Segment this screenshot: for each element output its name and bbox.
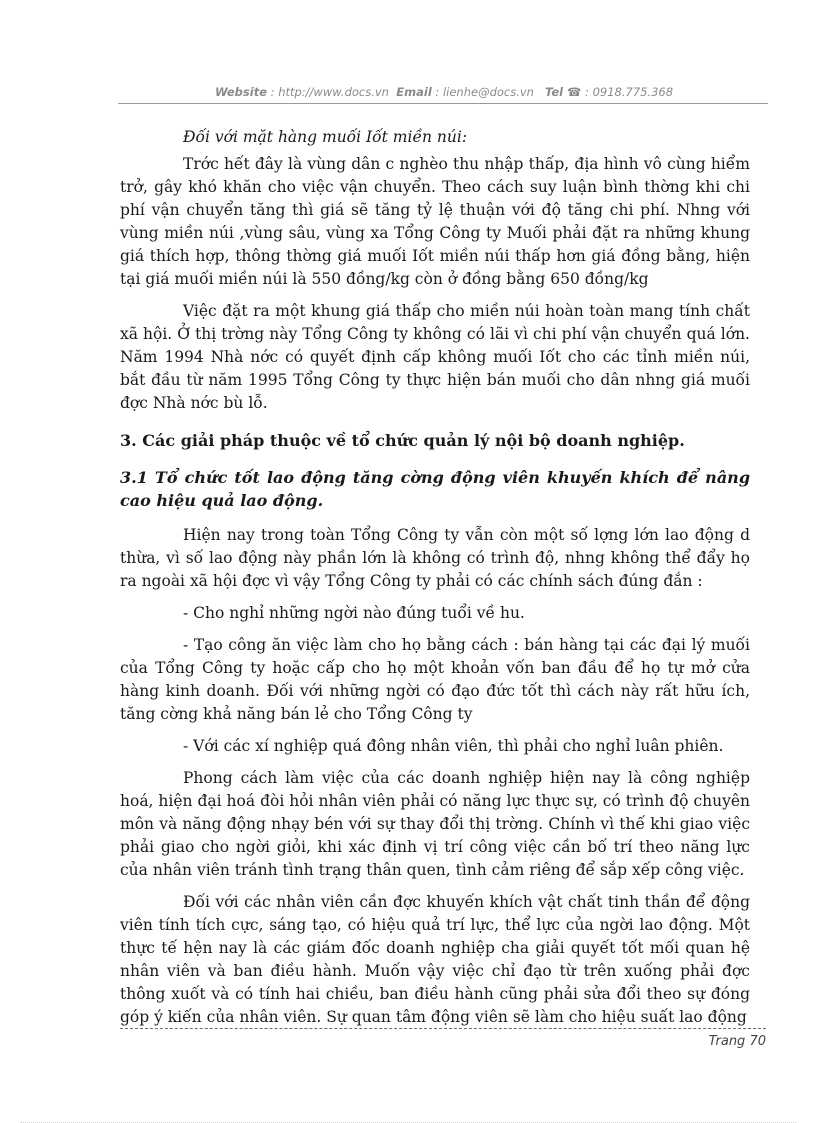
subheading-mountain-salt: Đối với mặt hàng muối Iốt miền núi: — [183, 128, 468, 146]
header-divider — [118, 103, 768, 104]
email-label: Email — [396, 85, 432, 99]
document-body — [120, 126, 750, 1038]
email-link[interactable]: : lienhe@docs.vn — [435, 85, 534, 99]
bullet-1: - Cho nghỉ những ngời nào đúng tuổi về hu. — [183, 604, 525, 622]
website-label: Website — [214, 85, 268, 99]
page-header — [120, 85, 768, 99]
website-link[interactable]: : http://www.docs.vn — [270, 85, 389, 99]
section-heading-3-1: 3.1 Tổ chức tốt lao động tăng cờng động viên khuyến khích để nâng cao hiệu quả lao động. — [120, 468, 750, 510]
tel-label: Tel ☎ — [544, 85, 582, 99]
section-heading-3: 3. Các giải pháp thuộc về tổ chức quản lý nội bộ doanh nghiệp. — [120, 431, 685, 450]
bullet-3: - Với các xí nghiệp quá đông nhân viên, thì phải cho nghỉ luân phiên. — [183, 737, 724, 755]
tel-value: : 0918.775.368 — [585, 85, 674, 99]
paragraph-4: Phong cách làm việc của các doanh nghiệp hiện nay là công nghiệp hoá, hiện đại hoá đòi hỏi nhân viên phải có năng lực thực sự, có trình độ chuyên môn và năng động nhạy bén với sự thay đổi thị trờng. Chính vì thế khi giao việc phải giao cho ngời giỏi, khi xác định vị trí công việc cần bố trí theo năng lực của nhân viên tránh tình trạng thân quen, tình cảm riêng để sắp xếp công việc. — [120, 769, 750, 879]
paragraph-5: Đối với các nhân viên cần đợc khuyến khích vật chất tinh thần để động viên tính tích cực, sáng tạo, có hiệu quả trí lực, thể lực của ngời lao động. Một thực tế hện nay là các giám đốc doanh nghiệp cha giải quyết tốt mối quan hệ nhân viên và ban điều hành. Muốn vậy việc chỉ đạo từ trên xuống phải đợc thông xuốt và có tính hai chiều, ban điều hành cũng phải sửa đổi theo sự đóng góp ý kiến của nhân viên. Sự quan tâm động viên sẽ làm cho hiệu suất lao động — [120, 893, 750, 1026]
footer-divider — [120, 1028, 766, 1029]
paragraph-1: Trớc hết đây là vùng dân c nghèo thu nhập thấp, địa hình vô cùng hiểm trở, gây khó khăn cho việc vận chuyển. Theo cách suy luận bình thờng khi chi phí vận chuyển tăng thì giá sẽ tăng tỷ lệ thuận với độ tăng chi phí. Nhng với vùng miền núi ,vùng sâu, vùng xa Tổng Công ty Muối phải đặt ra những khung giá thích hợp, thông thờng giá muối Iốt miền núi thấp hơn giá đồng bằng, hiện tại giá muối miền núi là 550 đồng/kg còn ở đồng bằng 650 đồng/kg — [120, 155, 750, 288]
page-number: Trang 70 — [708, 1034, 766, 1049]
bullet-2: - Tạo công ăn việc làm cho họ bằng cách : bán hàng tại các đại lý muối của Tổng Công ty hoặc cấp cho họ một khoản vốn ban đầu để họ tự mở cửa hàng kinh doanh. Đối với những ngời có đạo đức tốt thì cách này rất hữu ích, tăng cờng khả năng bán lẻ cho Tổng Công ty — [120, 636, 750, 723]
paragraph-2: Việc đặt ra một khung giá thấp cho miền núi hoàn toàn mang tính chất xã hội. Ở thị trờng này Tổng Công ty không có lãi vì chi phí vận chuyển quá lớn. Năm 1994 Nhà nớc có quyết định cấp không muối Iốt cho các tỉnh miền núi, bắt đầu từ năm 1995 Tổng Công ty thực hiện bán muối cho dân nhng giá muối đợc Nhà nớc bù lỗ. — [120, 302, 750, 412]
paragraph-3: Hiện nay trong toàn Tổng Công ty vẫn còn một số lợng lớn lao động d thừa, vì số lao động này phần lớn là không có trình độ, nhng không thể đẩy họ ra ngoài xã hội đợc vì vậy Tổng Công ty phải có các chính sách đúng đắn : — [120, 526, 750, 590]
